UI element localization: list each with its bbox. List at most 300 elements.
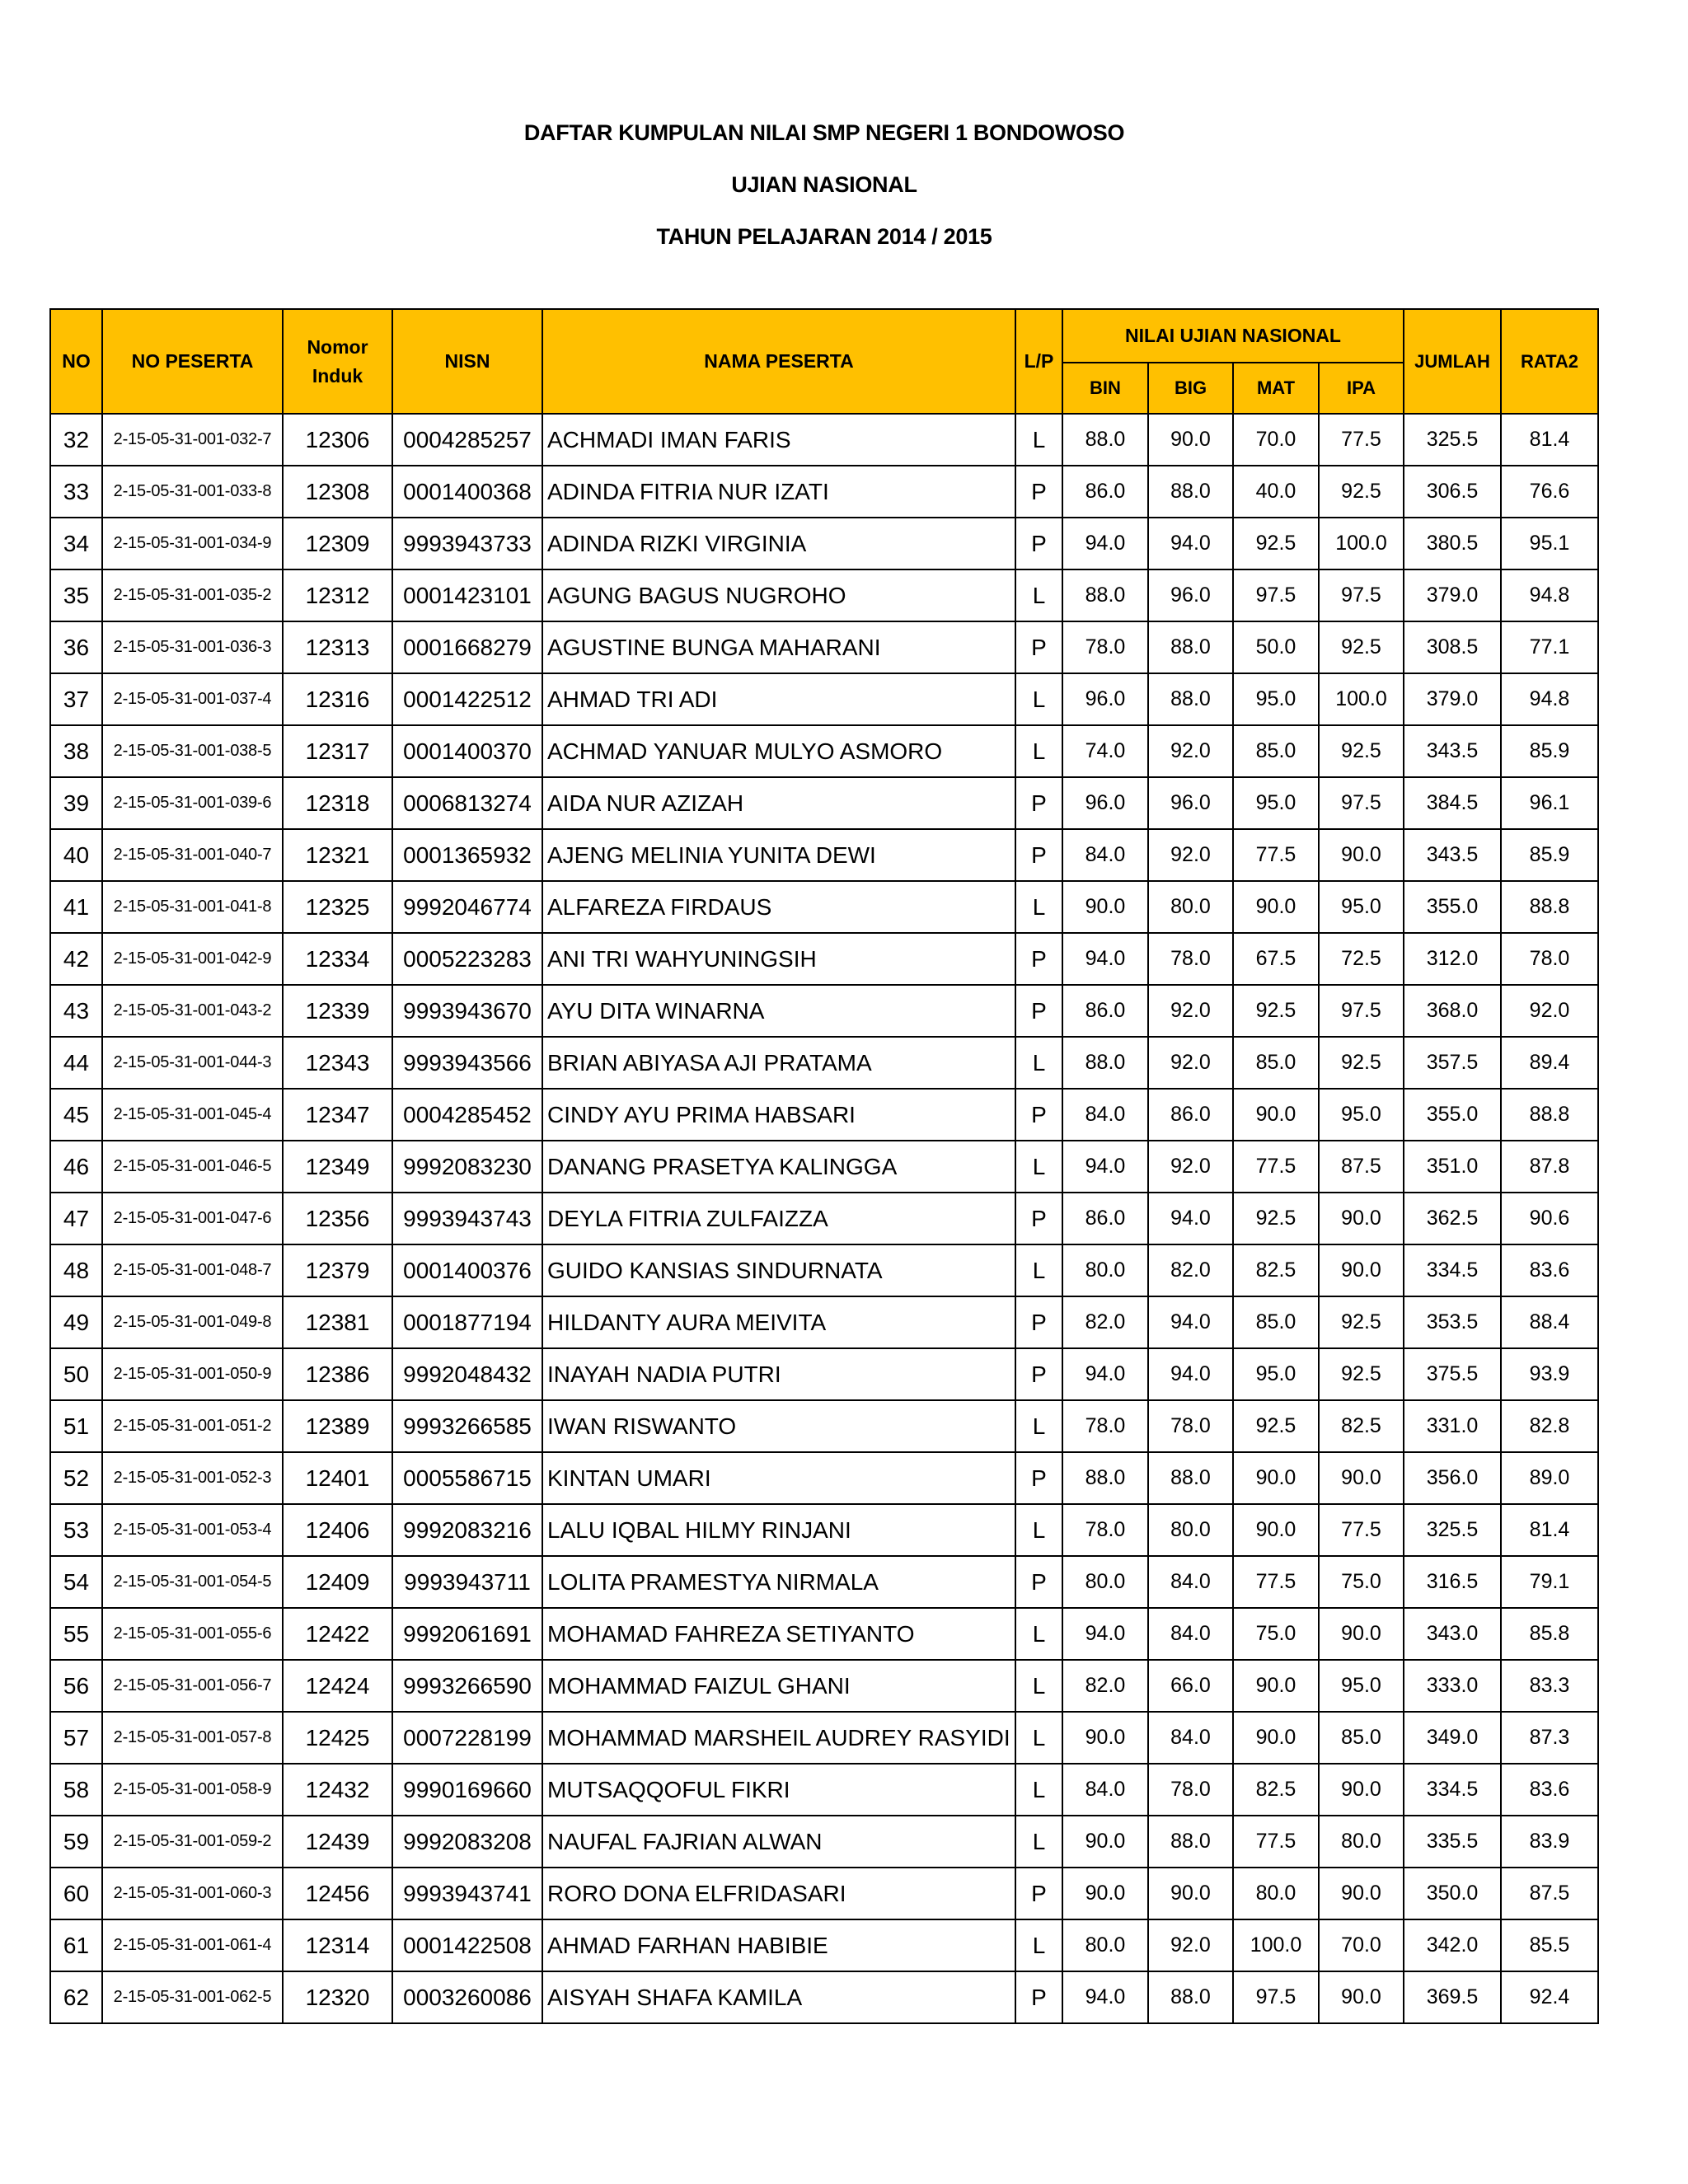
cell-jumlah: 353.5 xyxy=(1404,1296,1501,1348)
cell-mat: 90.0 xyxy=(1233,1504,1319,1556)
cell-no: 46 xyxy=(50,1141,102,1193)
cell-no: 43 xyxy=(50,985,102,1037)
cell-no-peserta: 2-15-05-31-001-060-3 xyxy=(102,1868,283,1919)
cell-big: 92.0 xyxy=(1148,985,1233,1037)
cell-nama-peserta: AHMAD TRI ADI xyxy=(542,673,1015,725)
cell-jumlah: 342.0 xyxy=(1404,1919,1501,1971)
cell-bin: 82.0 xyxy=(1062,1660,1148,1712)
cell-jumlah: 308.5 xyxy=(1404,621,1501,673)
cell-big: 88.0 xyxy=(1148,621,1233,673)
cell-big: 96.0 xyxy=(1148,777,1233,829)
cell-no: 47 xyxy=(50,1193,102,1244)
cell-mat: 40.0 xyxy=(1233,466,1319,518)
cell-nisn: 9993943733 xyxy=(392,518,542,569)
cell-bin: 74.0 xyxy=(1062,725,1148,777)
cell-jumlah: 362.5 xyxy=(1404,1193,1501,1244)
cell-no: 59 xyxy=(50,1816,102,1868)
cell-jumlah: 384.5 xyxy=(1404,777,1501,829)
cell-jumlah: 306.5 xyxy=(1404,466,1501,518)
cell-no-peserta: 2-15-05-31-001-033-8 xyxy=(102,466,283,518)
cell-jumlah: 343.5 xyxy=(1404,829,1501,881)
cell-lp: L xyxy=(1015,881,1062,933)
cell-big: 92.0 xyxy=(1148,725,1233,777)
cell-nisn: 9993943743 xyxy=(392,1193,542,1244)
cell-nomor-induk: 12409 xyxy=(283,1556,392,1608)
cell-big: 82.0 xyxy=(1148,1244,1233,1296)
cell-bin: 78.0 xyxy=(1062,621,1148,673)
cell-no: 55 xyxy=(50,1608,102,1660)
cell-lp: P xyxy=(1015,621,1062,673)
cell-rata2: 83.3 xyxy=(1501,1660,1598,1712)
cell-rata2: 81.4 xyxy=(1501,414,1598,466)
cell-nisn: 0001422512 xyxy=(392,673,542,725)
cell-bin: 94.0 xyxy=(1062,1348,1148,1400)
cell-mat: 95.0 xyxy=(1233,673,1319,725)
cell-nisn: 0001422508 xyxy=(392,1919,542,1971)
table-row xyxy=(50,466,1598,518)
cell-lp: P xyxy=(1015,1868,1062,1919)
cell-mat: 77.5 xyxy=(1233,829,1319,881)
cell-nama-peserta: MOHAMAD FAHREZA SETIYANTO xyxy=(542,1608,1015,1660)
cell-nisn: 9990169660 xyxy=(392,1764,542,1816)
cell-nama-peserta: AYU DITA WINARNA xyxy=(542,985,1015,1037)
cell-ipa: 87.5 xyxy=(1319,1141,1404,1193)
cell-rata2: 94.8 xyxy=(1501,569,1598,621)
cell-rata2: 96.1 xyxy=(1501,777,1598,829)
cell-nama-peserta: MOHAMMAD MARSHEIL AUDREY RASYIDI xyxy=(542,1712,1015,1764)
cell-bin: 88.0 xyxy=(1062,569,1148,621)
cell-big: 92.0 xyxy=(1148,1919,1233,1971)
cell-lp: L xyxy=(1015,1919,1062,1971)
cell-jumlah: 312.0 xyxy=(1404,933,1501,985)
cell-no-peserta: 2-15-05-31-001-058-9 xyxy=(102,1764,283,1816)
cell-no: 36 xyxy=(50,621,102,673)
cell-nama-peserta: ACHMADI IMAN FARIS xyxy=(542,414,1015,466)
cell-big: 94.0 xyxy=(1148,1296,1233,1348)
cell-nama-peserta: ADINDA FITRIA NUR IZATI xyxy=(542,466,1015,518)
cell-nama-peserta: AHMAD FARHAN HABIBIE xyxy=(542,1919,1015,1971)
cell-nama-peserta: AGUSTINE BUNGA MAHARANI xyxy=(542,621,1015,673)
cell-jumlah: 334.5 xyxy=(1404,1764,1501,1816)
cell-nama-peserta: DANANG PRASETYA KALINGGA xyxy=(542,1141,1015,1193)
cell-nama-peserta: ALFAREZA FIRDAUS xyxy=(542,881,1015,933)
table-row xyxy=(50,1348,1598,1400)
cell-lp: L xyxy=(1015,1660,1062,1712)
cell-mat: 100.0 xyxy=(1233,1919,1319,1971)
cell-big: 78.0 xyxy=(1148,1400,1233,1452)
header-nilai-ujian-nasional: NILAI UJIAN NASIONAL xyxy=(1062,309,1404,363)
cell-ipa: 77.5 xyxy=(1319,1504,1404,1556)
cell-no: 54 xyxy=(50,1556,102,1608)
cell-ipa: 100.0 xyxy=(1319,673,1404,725)
cell-no: 35 xyxy=(50,569,102,621)
header-rata2: RATA2 xyxy=(1501,309,1598,414)
cell-no-peserta: 2-15-05-31-001-049-8 xyxy=(102,1296,283,1348)
cell-lp: P xyxy=(1015,518,1062,569)
cell-lp: P xyxy=(1015,1971,1062,2023)
cell-no: 37 xyxy=(50,673,102,725)
cell-mat: 82.5 xyxy=(1233,1764,1319,1816)
cell-ipa: 90.0 xyxy=(1319,1244,1404,1296)
cell-jumlah: 369.5 xyxy=(1404,1971,1501,2023)
table-row xyxy=(50,829,1598,881)
cell-jumlah: 355.0 xyxy=(1404,881,1501,933)
cell-nomor-induk: 12356 xyxy=(283,1193,392,1244)
cell-nama-peserta: AJENG MELINIA YUNITA DEWI xyxy=(542,829,1015,881)
cell-big: 94.0 xyxy=(1148,1193,1233,1244)
cell-mat: 85.0 xyxy=(1233,1296,1319,1348)
title-school: DAFTAR KUMPULAN NILAI SMP NEGERI 1 BONDOWOSO xyxy=(523,120,1125,145)
header-lp: L/P xyxy=(1015,309,1062,414)
table-row xyxy=(50,1556,1598,1608)
cell-lp: L xyxy=(1015,1244,1062,1296)
table-row xyxy=(50,1244,1598,1296)
cell-no: 41 xyxy=(50,881,102,933)
cell-jumlah: 355.0 xyxy=(1404,1089,1501,1141)
cell-no-peserta: 2-15-05-31-001-057-8 xyxy=(102,1712,283,1764)
cell-big: 84.0 xyxy=(1148,1712,1233,1764)
cell-nama-peserta: ACHMAD YANUAR MULYO ASMORO xyxy=(542,725,1015,777)
cell-nisn: 9992083208 xyxy=(392,1816,542,1868)
cell-mat: 92.5 xyxy=(1233,1193,1319,1244)
cell-mat: 95.0 xyxy=(1233,777,1319,829)
cell-no-peserta: 2-15-05-31-001-053-4 xyxy=(102,1504,283,1556)
cell-no-peserta: 2-15-05-31-001-044-3 xyxy=(102,1037,283,1089)
cell-ipa: 90.0 xyxy=(1319,1868,1404,1919)
cell-no: 52 xyxy=(50,1452,102,1504)
cell-nomor-induk: 12313 xyxy=(283,621,392,673)
cell-nisn: 0005223283 xyxy=(392,933,542,985)
table-body xyxy=(50,414,1598,2023)
cell-ipa: 95.0 xyxy=(1319,881,1404,933)
cell-nomor-induk: 12386 xyxy=(283,1348,392,1400)
cell-bin: 82.0 xyxy=(1062,1296,1148,1348)
table-row xyxy=(50,518,1598,569)
cell-mat: 67.5 xyxy=(1233,933,1319,985)
cell-no-peserta: 2-15-05-31-001-039-6 xyxy=(102,777,283,829)
document-titles xyxy=(0,107,1648,263)
header-nisn: NISN xyxy=(392,309,542,414)
cell-no-peserta: 2-15-05-31-001-051-2 xyxy=(102,1400,283,1452)
cell-mat: 90.0 xyxy=(1233,1712,1319,1764)
table-row xyxy=(50,1089,1598,1141)
cell-nomor-induk: 12317 xyxy=(283,725,392,777)
cell-lp: P xyxy=(1015,933,1062,985)
cell-nomor-induk: 12432 xyxy=(283,1764,392,1816)
cell-nisn: 0005586715 xyxy=(392,1452,542,1504)
cell-rata2: 89.4 xyxy=(1501,1037,1598,1089)
cell-lp: L xyxy=(1015,1764,1062,1816)
cell-nama-peserta: MUTSAQQOFUL FIKRI xyxy=(542,1764,1015,1816)
cell-nama-peserta: BRIAN ABIYASA AJI PRATAMA xyxy=(542,1037,1015,1089)
cell-nomor-induk: 12343 xyxy=(283,1037,392,1089)
cell-nisn: 0003260086 xyxy=(392,1971,542,2023)
cell-nisn: 9993943741 xyxy=(392,1868,542,1919)
title-exam: UJIAN NASIONAL xyxy=(731,172,917,197)
cell-no: 56 xyxy=(50,1660,102,1712)
cell-no: 33 xyxy=(50,466,102,518)
cell-ipa: 70.0 xyxy=(1319,1919,1404,1971)
cell-ipa: 92.5 xyxy=(1319,725,1404,777)
cell-mat: 77.5 xyxy=(1233,1556,1319,1608)
cell-nama-peserta: KINTAN UMARI xyxy=(542,1452,1015,1504)
cell-jumlah: 334.5 xyxy=(1404,1244,1501,1296)
cell-big: 94.0 xyxy=(1148,518,1233,569)
cell-nisn: 0001423101 xyxy=(392,569,542,621)
cell-jumlah: 357.5 xyxy=(1404,1037,1501,1089)
cell-rata2: 94.8 xyxy=(1501,673,1598,725)
cell-bin: 88.0 xyxy=(1062,1452,1148,1504)
cell-ipa: 90.0 xyxy=(1319,1452,1404,1504)
cell-big: 88.0 xyxy=(1148,1816,1233,1868)
cell-nama-peserta: AISYAH SHAFA KAMILA xyxy=(542,1971,1015,2023)
cell-nomor-induk: 12425 xyxy=(283,1712,392,1764)
cell-lp: L xyxy=(1015,1816,1062,1868)
cell-rata2: 78.0 xyxy=(1501,933,1598,985)
cell-nomor-induk: 12334 xyxy=(283,933,392,985)
cell-bin: 90.0 xyxy=(1062,1868,1148,1919)
cell-rata2: 83.6 xyxy=(1501,1764,1598,1816)
cell-mat: 80.0 xyxy=(1233,1868,1319,1919)
cell-ipa: 72.5 xyxy=(1319,933,1404,985)
cell-big: 88.0 xyxy=(1148,1452,1233,1504)
cell-rata2: 89.0 xyxy=(1501,1452,1598,1504)
cell-big: 88.0 xyxy=(1148,466,1233,518)
cell-rata2: 83.6 xyxy=(1501,1244,1598,1296)
cell-lp: P xyxy=(1015,1452,1062,1504)
table-row xyxy=(50,1296,1598,1348)
cell-ipa: 100.0 xyxy=(1319,518,1404,569)
cell-jumlah: 350.0 xyxy=(1404,1868,1501,1919)
cell-no-peserta: 2-15-05-31-001-035-2 xyxy=(102,569,283,621)
cell-ipa: 85.0 xyxy=(1319,1712,1404,1764)
cell-lp: P xyxy=(1015,1348,1062,1400)
cell-no: 51 xyxy=(50,1400,102,1452)
cell-jumlah: 325.5 xyxy=(1404,414,1501,466)
cell-nomor-induk: 12316 xyxy=(283,673,392,725)
cell-jumlah: 375.5 xyxy=(1404,1348,1501,1400)
table-row xyxy=(50,1141,1598,1193)
cell-ipa: 92.5 xyxy=(1319,1296,1404,1348)
cell-lp: L xyxy=(1015,414,1062,466)
cell-jumlah: 335.5 xyxy=(1404,1816,1501,1868)
cell-lp: P xyxy=(1015,1556,1062,1608)
cell-rata2: 87.8 xyxy=(1501,1141,1598,1193)
cell-no: 44 xyxy=(50,1037,102,1089)
cell-mat: 77.5 xyxy=(1233,1141,1319,1193)
table-row xyxy=(50,1504,1598,1556)
cell-no-peserta: 2-15-05-31-001-059-2 xyxy=(102,1816,283,1868)
cell-nama-peserta: RORO DONA ELFRIDASARI xyxy=(542,1868,1015,1919)
cell-ipa: 77.5 xyxy=(1319,414,1404,466)
cell-lp: L xyxy=(1015,1400,1062,1452)
table-row xyxy=(50,985,1598,1037)
cell-lp: L xyxy=(1015,1504,1062,1556)
cell-mat: 70.0 xyxy=(1233,414,1319,466)
cell-lp: L xyxy=(1015,1141,1062,1193)
table-row xyxy=(50,673,1598,725)
cell-no-peserta: 2-15-05-31-001-052-3 xyxy=(102,1452,283,1504)
cell-ipa: 80.0 xyxy=(1319,1816,1404,1868)
cell-nomor-induk: 12389 xyxy=(283,1400,392,1452)
cell-lp: P xyxy=(1015,1089,1062,1141)
table-row xyxy=(50,414,1598,466)
cell-ipa: 97.5 xyxy=(1319,569,1404,621)
cell-nomor-induk: 12401 xyxy=(283,1452,392,1504)
cell-nama-peserta: AGUNG BAGUS NUGROHO xyxy=(542,569,1015,621)
cell-rata2: 77.1 xyxy=(1501,621,1598,673)
table-row xyxy=(50,1193,1598,1244)
cell-lp: L xyxy=(1015,673,1062,725)
cell-no: 57 xyxy=(50,1712,102,1764)
cell-no-peserta: 2-15-05-31-001-038-5 xyxy=(102,725,283,777)
cell-lp: P xyxy=(1015,985,1062,1037)
cell-bin: 94.0 xyxy=(1062,933,1148,985)
cell-ipa: 95.0 xyxy=(1319,1660,1404,1712)
cell-rata2: 87.5 xyxy=(1501,1868,1598,1919)
table-row xyxy=(50,1868,1598,1919)
table-row xyxy=(50,725,1598,777)
cell-nama-peserta: NAUFAL FAJRIAN ALWAN xyxy=(542,1816,1015,1868)
cell-no-peserta: 2-15-05-31-001-040-7 xyxy=(102,829,283,881)
cell-big: 88.0 xyxy=(1148,1971,1233,2023)
cell-mat: 85.0 xyxy=(1233,725,1319,777)
cell-nomor-induk: 12314 xyxy=(283,1919,392,1971)
cell-no: 48 xyxy=(50,1244,102,1296)
cell-rata2: 92.0 xyxy=(1501,985,1598,1037)
cell-nomor-induk: 12312 xyxy=(283,569,392,621)
cell-bin: 90.0 xyxy=(1062,881,1148,933)
cell-big: 90.0 xyxy=(1148,1868,1233,1919)
cell-bin: 88.0 xyxy=(1062,414,1148,466)
cell-mat: 77.5 xyxy=(1233,1816,1319,1868)
cell-ipa: 97.5 xyxy=(1319,777,1404,829)
title-year: TAHUN PELAJARAN 2014 / 2015 xyxy=(656,224,992,249)
cell-big: 94.0 xyxy=(1148,1348,1233,1400)
cell-nomor-induk: 12318 xyxy=(283,777,392,829)
cell-rata2: 82.8 xyxy=(1501,1400,1598,1452)
table-row xyxy=(50,1452,1598,1504)
cell-nomor-induk: 12339 xyxy=(283,985,392,1037)
cell-bin: 80.0 xyxy=(1062,1919,1148,1971)
cell-bin: 86.0 xyxy=(1062,466,1148,518)
cell-big: 78.0 xyxy=(1148,933,1233,985)
cell-nama-peserta: LOLITA PRAMESTYA NIRMALA xyxy=(542,1556,1015,1608)
cell-nomor-induk: 12381 xyxy=(283,1296,392,1348)
cell-nisn: 0007228199 xyxy=(392,1712,542,1764)
header-ipa: IPA xyxy=(1319,363,1404,414)
cell-bin: 96.0 xyxy=(1062,673,1148,725)
cell-rata2: 90.6 xyxy=(1501,1193,1598,1244)
cell-jumlah: 333.0 xyxy=(1404,1660,1501,1712)
cell-bin: 84.0 xyxy=(1062,829,1148,881)
header-no-peserta: NO PESERTA xyxy=(102,309,283,414)
cell-lp: P xyxy=(1015,777,1062,829)
cell-nomor-induk: 12439 xyxy=(283,1816,392,1868)
cell-big: 92.0 xyxy=(1148,829,1233,881)
cell-no-peserta: 2-15-05-31-001-050-9 xyxy=(102,1348,283,1400)
cell-nomor-induk: 12308 xyxy=(283,466,392,518)
cell-nomor-induk: 12424 xyxy=(283,1660,392,1712)
cell-bin: 94.0 xyxy=(1062,1971,1148,2023)
cell-lp: L xyxy=(1015,569,1062,621)
table-row xyxy=(50,1816,1598,1868)
table-row xyxy=(50,881,1598,933)
table-row xyxy=(50,1971,1598,2023)
cell-mat: 92.5 xyxy=(1233,1400,1319,1452)
header-nomor-induk xyxy=(283,309,392,414)
cell-big: 84.0 xyxy=(1148,1556,1233,1608)
cell-no-peserta: 2-15-05-31-001-042-9 xyxy=(102,933,283,985)
cell-rata2: 88.8 xyxy=(1501,881,1598,933)
header-nama-peserta: NAMA PESERTA xyxy=(542,309,1015,414)
cell-jumlah: 316.5 xyxy=(1404,1556,1501,1608)
cell-no: 34 xyxy=(50,518,102,569)
cell-bin: 80.0 xyxy=(1062,1244,1148,1296)
cell-rata2: 81.4 xyxy=(1501,1504,1598,1556)
cell-mat: 95.0 xyxy=(1233,1348,1319,1400)
cell-bin: 84.0 xyxy=(1062,1089,1148,1141)
cell-no: 38 xyxy=(50,725,102,777)
cell-ipa: 92.5 xyxy=(1319,1348,1404,1400)
cell-nama-peserta: IWAN RISWANTO xyxy=(542,1400,1015,1452)
cell-no-peserta: 2-15-05-31-001-061-4 xyxy=(102,1919,283,1971)
cell-rata2: 85.5 xyxy=(1501,1919,1598,1971)
cell-nisn: 0004285257 xyxy=(392,414,542,466)
cell-nomor-induk: 12309 xyxy=(283,518,392,569)
cell-nisn: 9992046774 xyxy=(392,881,542,933)
cell-lp: L xyxy=(1015,1712,1062,1764)
cell-mat: 75.0 xyxy=(1233,1608,1319,1660)
cell-nisn: 9993943670 xyxy=(392,985,542,1037)
cell-nomor-induk: 12320 xyxy=(283,1971,392,2023)
cell-nomor-induk: 12349 xyxy=(283,1141,392,1193)
cell-big: 90.0 xyxy=(1148,414,1233,466)
cell-ipa: 92.5 xyxy=(1319,1037,1404,1089)
cell-bin: 84.0 xyxy=(1062,1764,1148,1816)
cell-nama-peserta: ADINDA RIZKI VIRGINIA xyxy=(542,518,1015,569)
cell-ipa: 92.5 xyxy=(1319,621,1404,673)
cell-no-peserta: 2-15-05-31-001-054-5 xyxy=(102,1556,283,1608)
cell-ipa: 92.5 xyxy=(1319,466,1404,518)
cell-mat: 90.0 xyxy=(1233,881,1319,933)
cell-nomor-induk: 12456 xyxy=(283,1868,392,1919)
cell-big: 80.0 xyxy=(1148,1504,1233,1556)
cell-no: 58 xyxy=(50,1764,102,1816)
cell-lp: L xyxy=(1015,1608,1062,1660)
cell-rata2: 85.9 xyxy=(1501,829,1598,881)
header-jumlah: JUMLAH xyxy=(1404,309,1501,414)
cell-rata2: 79.1 xyxy=(1501,1556,1598,1608)
cell-jumlah: 349.0 xyxy=(1404,1712,1501,1764)
cell-nisn: 9993266590 xyxy=(392,1660,542,1712)
cell-no-peserta: 2-15-05-31-001-041-8 xyxy=(102,881,283,933)
cell-no: 40 xyxy=(50,829,102,881)
cell-nama-peserta: DEYLA FITRIA ZULFAIZZA xyxy=(542,1193,1015,1244)
cell-nisn: 9992061691 xyxy=(392,1608,542,1660)
cell-no-peserta: 2-15-05-31-001-043-2 xyxy=(102,985,283,1037)
cell-bin: 96.0 xyxy=(1062,777,1148,829)
cell-no-peserta: 2-15-05-31-001-032-7 xyxy=(102,414,283,466)
cell-jumlah: 379.0 xyxy=(1404,673,1501,725)
cell-no: 62 xyxy=(50,1971,102,2023)
cell-no-peserta: 2-15-05-31-001-045-4 xyxy=(102,1089,283,1141)
cell-no-peserta: 2-15-05-31-001-047-6 xyxy=(102,1193,283,1244)
cell-nomor-induk: 12422 xyxy=(283,1608,392,1660)
cell-nisn: 0006813274 xyxy=(392,777,542,829)
table-row xyxy=(50,1400,1598,1452)
cell-no: 45 xyxy=(50,1089,102,1141)
